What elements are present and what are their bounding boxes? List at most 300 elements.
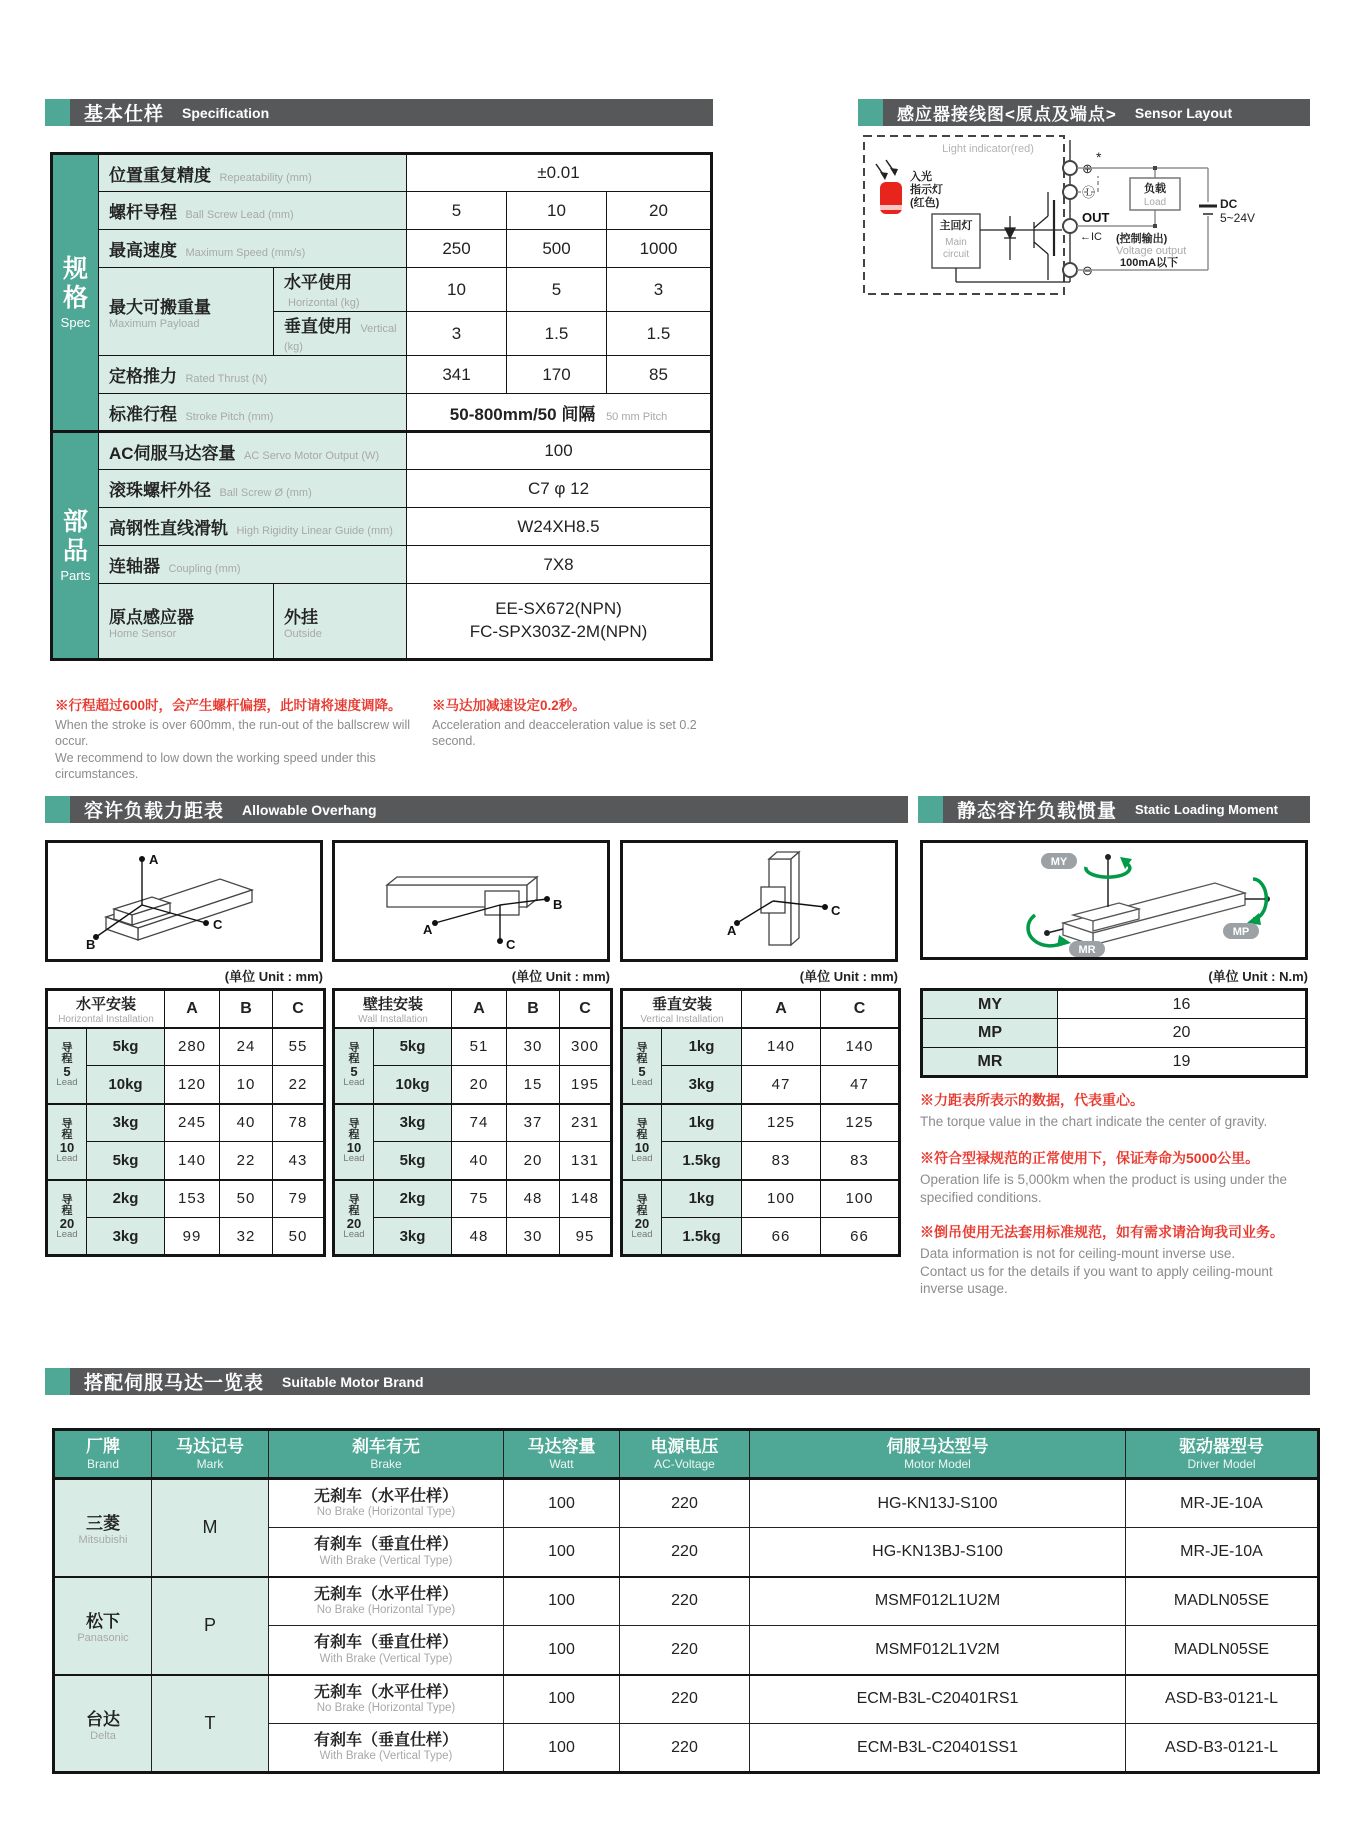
note-gray-en: specified conditions. <box>920 1189 1042 1205</box>
lead-char: 导 <box>636 1118 648 1131</box>
moment-note-1 <box>920 1090 1325 1131</box>
section-title-bar <box>943 796 1310 823</box>
section-accent-square <box>858 99 883 126</box>
spec-label <box>99 356 407 394</box>
spec-value: 1.5 <box>507 312 607 356</box>
column-header-zh: 驱动器型号 <box>1179 1437 1264 1457</box>
lead-group-cell <box>47 1028 87 1104</box>
lead-group-cell <box>47 1104 87 1180</box>
overhang-value: 66 <box>821 1218 900 1256</box>
moment-note-2 <box>920 1148 1325 1206</box>
spec-section-header <box>45 99 713 126</box>
table-row <box>334 1028 612 1066</box>
spec-sublabel <box>274 584 407 660</box>
label-en: Stroke Pitch (mm) <box>185 410 274 423</box>
lead-label-en: Lead <box>631 1153 653 1165</box>
overhang-header-row <box>622 990 900 1028</box>
lead-char: 导 <box>61 1118 73 1131</box>
side-label-zh: 部品 <box>62 508 88 565</box>
overhang-value: 47 <box>821 1066 900 1104</box>
motor-model-value: HG-KN13BJ-S100 <box>750 1528 1126 1577</box>
brake-type-zh: 有刹车（垂直仕样） <box>313 1536 458 1554</box>
main-circuit-box <box>932 214 980 268</box>
overhang-table <box>45 988 326 1257</box>
lead-number: 10 <box>346 1140 362 1156</box>
brake-type-zh: 无刹车（水平仕样） <box>313 1585 458 1603</box>
spec-note-left <box>55 694 427 782</box>
lead-char: 导 <box>348 1042 360 1055</box>
lead-group-cell <box>334 1180 374 1256</box>
section-accent-square <box>918 796 943 823</box>
load-cell: 3kg <box>662 1066 742 1104</box>
spec-value <box>407 584 712 660</box>
lead-char: 导 <box>61 1194 73 1206</box>
overhang-value: 50 <box>220 1180 273 1218</box>
voltage-value: 220 <box>620 1675 750 1724</box>
section-title-zh: 容许负载力距表 <box>84 801 225 822</box>
table-row <box>52 584 712 660</box>
section-accent-square <box>45 99 70 126</box>
lead-number: 10 <box>634 1140 650 1156</box>
point-label: B <box>86 937 96 952</box>
spec-sublabel <box>274 312 407 356</box>
overhang-value: 125 <box>821 1104 900 1142</box>
lead-number: 5 <box>63 1064 71 1080</box>
table-row <box>622 1028 900 1066</box>
overhang-value: 40 <box>452 1142 507 1180</box>
table-row <box>47 1104 325 1142</box>
junction-dot <box>1153 166 1157 170</box>
overhang-section-header <box>45 796 908 823</box>
motor-column-header <box>620 1430 750 1479</box>
watt-value: 100 <box>504 1724 620 1773</box>
unit-label: (单位 Unit : mm) <box>511 969 610 984</box>
mp-badge <box>1223 923 1259 939</box>
home-sensor-model-1: EE-SX672(NPN) <box>495 599 622 619</box>
label-zh: 位置重复精度 <box>109 165 211 185</box>
control-output-zh: (控制输出) <box>1116 233 1168 245</box>
motor-row <box>54 1675 1319 1724</box>
mark-cell: T <box>152 1675 269 1773</box>
spec-label <box>99 508 407 546</box>
section-title-bar <box>70 796 908 823</box>
installation-name-zh: 水平安装 <box>76 995 137 1013</box>
brake-type-en: No Brake (Horizontal Type) <box>316 1702 456 1715</box>
overhang-value: 148 <box>560 1180 612 1218</box>
moment-diagram <box>920 840 1308 960</box>
table-row <box>47 1180 325 1218</box>
overhang-value: 153 <box>165 1180 220 1218</box>
motor-column-header <box>1126 1430 1319 1479</box>
column-header-en: Brand <box>86 1456 120 1471</box>
horizontal-mount-diagram <box>45 840 323 962</box>
overhang-value: 20 <box>507 1142 560 1180</box>
table-row <box>52 154 712 192</box>
lead-char: 程 <box>636 1129 648 1142</box>
note-gray-en: We recommend to low down the working speed under this circumstances. <box>55 750 376 781</box>
driver-model-value: ASD-B3-0121-L <box>1126 1724 1319 1773</box>
installation-name-en: Horizontal Installation <box>58 1013 154 1025</box>
label-en: Home Sensor <box>109 627 177 640</box>
table-row <box>52 230 712 268</box>
brake-type-en: No Brake (Horizontal Type) <box>316 1506 456 1519</box>
point-label: A <box>727 923 737 938</box>
terminal-star-label: * <box>1096 149 1102 165</box>
mark-cell: P <box>152 1577 269 1675</box>
unit-label: (单位 Unit : mm) <box>799 969 898 984</box>
overhang-value: 120 <box>165 1066 220 1104</box>
load-box <box>1130 178 1180 210</box>
table-row <box>47 1142 325 1180</box>
label-zh: 垂直使用 <box>284 317 352 336</box>
voltage-value: 220 <box>620 1626 750 1675</box>
spec-value: 341 <box>407 356 507 394</box>
axis-column-header: B <box>507 990 560 1028</box>
point-label: A <box>149 852 159 867</box>
light-label-zh-1: 入光 <box>910 171 932 183</box>
axis-column-header: C <box>560 990 612 1028</box>
overhang-value: 280 <box>165 1028 220 1066</box>
table-row <box>622 1180 900 1218</box>
overhang-value: 100 <box>821 1180 900 1218</box>
note-red-zh: ※倒吊使用无法套用标准规范，如有需求请洽询我司业务。 <box>920 1224 1284 1240</box>
lead-char: 程 <box>636 1053 648 1066</box>
table-row <box>922 1048 1307 1077</box>
overhang-value: 51 <box>452 1028 507 1066</box>
table-row <box>52 432 712 470</box>
overhang-value: 30 <box>507 1028 560 1066</box>
spec-label <box>99 546 407 584</box>
lead-label-en: Lead <box>56 1153 78 1165</box>
overhang-value: 95 <box>560 1218 612 1256</box>
note-gray-en: The torque value in the chart indicate the center of gravity. <box>920 1114 1268 1129</box>
overhang-value: 125 <box>742 1104 821 1142</box>
vertical-overhang-table-host <box>620 988 898 1257</box>
table-row <box>922 1019 1307 1048</box>
wall-mount-diagram <box>332 840 610 962</box>
brake-cell <box>269 1675 504 1724</box>
installation-name-zh: 壁挂安装 <box>363 995 424 1013</box>
load-cell: 2kg <box>87 1180 165 1218</box>
overhang-value: 40 <box>220 1104 273 1142</box>
moment-table <box>920 988 1308 1078</box>
table-row <box>52 470 712 508</box>
axis-column-header: A <box>742 990 821 1028</box>
label-zh: 连轴器 <box>109 557 160 576</box>
section-accent-square <box>45 796 70 823</box>
lead-label-en: Lead <box>56 1077 78 1089</box>
load-cell: 10kg <box>374 1066 452 1104</box>
column-header-en: Motor Model <box>904 1456 971 1471</box>
load-cell: 5kg <box>87 1028 165 1066</box>
load-cell: 3kg <box>374 1104 452 1142</box>
brake-cell <box>269 1479 504 1528</box>
voltage-output-en: Voltage output <box>1116 245 1187 257</box>
brake-type-zh: 有刹车（垂直仕样） <box>313 1731 458 1749</box>
spec-value: 100 <box>407 432 712 470</box>
table-row <box>622 1066 900 1104</box>
motor-model-value: MSMF012L1V2M <box>750 1626 1126 1675</box>
table-row <box>334 1142 612 1180</box>
note-red-zh: ※符合型禄规范的正常使用下，保证寿命为5000公里。 <box>920 1150 1260 1166</box>
light-label-zh-3: (红色) <box>910 197 940 209</box>
column-header-zh: 伺服马达型号 <box>886 1437 989 1457</box>
brake-type-zh: 有刹车（垂直仕样） <box>313 1634 458 1652</box>
overhang-value: 37 <box>507 1104 560 1142</box>
spec-value: 10 <box>407 268 507 312</box>
overhang-value: 22 <box>220 1142 273 1180</box>
watt-value: 100 <box>504 1577 620 1626</box>
load-cell: 5kg <box>374 1142 452 1180</box>
lead-label-en: Lead <box>56 1229 78 1240</box>
section-title-zh: 搭配伺服马达一览表 <box>84 1373 265 1394</box>
column-header-en: Mark <box>196 1456 224 1471</box>
motor-column-header <box>152 1430 269 1479</box>
moment-value: 20 <box>1058 1019 1307 1048</box>
spec-label <box>99 154 407 192</box>
overhang-value: 48 <box>452 1218 507 1256</box>
section-title-bar <box>883 99 1310 126</box>
terminal-l-label: Ⓛ <box>1082 185 1096 200</box>
section-title-zh: 基本仕样 <box>84 104 165 125</box>
section-title-en: Allowable Overhang <box>242 801 377 818</box>
note-gray-en: Operation life is 5,000km when the product is using under the <box>920 1172 1287 1187</box>
terminal-minus-label: ⊖ <box>1082 263 1093 278</box>
installation-type-header <box>47 990 165 1028</box>
motor-model-value: MSMF012L1U2M <box>750 1577 1126 1626</box>
terminal-out-label: OUT <box>1082 210 1110 225</box>
overhang-value: 15 <box>507 1066 560 1104</box>
motor-header-row <box>54 1430 1319 1479</box>
spec-value: 20 <box>607 192 712 230</box>
lead-char: 导 <box>61 1042 73 1055</box>
label-zh: 滚珠螺杆外径 <box>109 481 211 500</box>
table-row <box>47 1066 325 1104</box>
lead-label-en: Lead <box>343 1153 365 1165</box>
overhang-table <box>332 988 613 1257</box>
axis-column-header: A <box>452 990 507 1028</box>
svg-text:MP: MP <box>1232 926 1250 938</box>
note-red-zh: ※力距表所表示的数据，代表重心。 <box>920 1092 1144 1108</box>
note-gray-en: When the stroke is over 600mm, the run-out of the ballscrew will occur. <box>55 718 411 749</box>
motor-row <box>54 1479 1319 1528</box>
load-cell: 1kg <box>662 1104 742 1142</box>
brake-type-en: With Brake (Vertical Type) <box>319 1750 453 1763</box>
side-label-en: Spec <box>60 314 91 330</box>
moment-axis-label: MP <box>922 1019 1058 1048</box>
label-en: Vertical (kg) <box>284 323 397 353</box>
label-zh: 最高速度 <box>109 241 177 260</box>
load-cell: 3kg <box>374 1218 452 1256</box>
brake-type-en: No Brake (Horizontal Type) <box>316 1604 456 1617</box>
terminal-ic-label: ←IC <box>1080 231 1102 243</box>
lead-group-cell <box>47 1180 87 1256</box>
lead-group-cell <box>622 1180 662 1256</box>
motor-column-header <box>54 1430 152 1479</box>
load-cell: 1kg <box>662 1028 742 1066</box>
section-title-zh: 感应器接线图<原点及端点> <box>897 105 1117 124</box>
overhang-value: 22 <box>273 1066 325 1104</box>
table-row <box>622 1104 900 1142</box>
label-zh: 标准行程 <box>109 404 177 424</box>
table-row <box>334 1218 612 1256</box>
spec-value <box>407 394 712 432</box>
spec-label <box>99 230 407 268</box>
brake-type-zh: 无刹车（水平仕样） <box>313 1487 458 1505</box>
section-title-zh: 静态容许负载惯量 <box>957 801 1118 822</box>
table-row <box>47 1218 325 1256</box>
lead-label-en: Lead <box>343 1077 365 1089</box>
vertical-mount-drawing <box>623 843 895 959</box>
overhang-value: 30 <box>507 1218 560 1256</box>
load-cell: 2kg <box>374 1180 452 1218</box>
column-header-en: AC-Voltage <box>654 1456 715 1471</box>
lead-char: 程 <box>61 1205 73 1217</box>
watt-value: 100 <box>504 1675 620 1724</box>
overhang-value: 140 <box>742 1028 821 1066</box>
point-label: C <box>831 903 841 918</box>
driver-model-value: MR-JE-10A <box>1126 1479 1319 1528</box>
overhang-value: 75 <box>452 1180 507 1218</box>
spec-label <box>99 584 274 660</box>
brand-name-zh: 松下 <box>86 1612 120 1631</box>
load-cell: 3kg <box>87 1218 165 1256</box>
label-zh: 高钢性直线滑轨 <box>109 519 228 538</box>
spec-value: 1.5 <box>607 312 712 356</box>
point-label: A <box>423 922 433 937</box>
label-en: Rated Thrust (N) <box>185 373 268 385</box>
terminal-plus-label: ⊕ <box>1082 161 1093 176</box>
table-row <box>47 1028 325 1066</box>
brand-cell <box>54 1675 152 1773</box>
lead-number: 20 <box>634 1216 650 1231</box>
column-header-zh: 电源电压 <box>650 1437 719 1457</box>
stroke-value-en: 50 mm Pitch <box>606 410 668 423</box>
brake-cell <box>269 1528 504 1577</box>
overhang-value: 48 <box>507 1180 560 1218</box>
spec-value: C7 φ 12 <box>407 470 712 508</box>
driver-model-value: MADLN05SE <box>1126 1577 1319 1626</box>
brand-cell <box>54 1577 152 1675</box>
spec-side-group <box>52 432 99 660</box>
installation-name-en: Vertical Installation <box>640 1013 724 1025</box>
label-en: Ball Screw Ø (mm) <box>219 487 312 499</box>
motor-column-header <box>504 1430 620 1479</box>
brand-name-zh: 台达 <box>86 1709 120 1729</box>
driver-model-value: MR-JE-10A <box>1126 1528 1319 1577</box>
table-row <box>52 546 712 584</box>
overhang-value: 99 <box>165 1218 220 1256</box>
label-zh: AC伺服马达容量 <box>109 443 236 463</box>
current-limit-label: 100mA以下 <box>1120 257 1179 269</box>
label-en: Repeatability (mm) <box>219 171 312 184</box>
section-title-en: Sensor Layout <box>1134 104 1233 121</box>
overhang-header-row <box>334 990 612 1028</box>
section-accent-square <box>45 1368 70 1395</box>
brand-name-en: Panasonic <box>77 1632 129 1644</box>
side-label-en: Parts <box>60 567 91 583</box>
overhang-value: 83 <box>742 1142 821 1180</box>
driver-model-value: MADLN05SE <box>1126 1626 1319 1675</box>
label-en: Outside <box>284 627 322 640</box>
moment-axis-label: MY <box>922 990 1058 1019</box>
watt-value: 100 <box>504 1479 620 1528</box>
led-icon <box>876 160 902 214</box>
motor-model-value: HG-KN13J-S100 <box>750 1479 1126 1528</box>
spec-value: 5 <box>507 268 607 312</box>
spec-label <box>99 432 407 470</box>
brand-name-en: Mitsubishi <box>78 1534 128 1547</box>
spec-label <box>99 192 407 230</box>
unit-label: (单位 Unit : N.m) <box>1208 969 1308 984</box>
overhang-value: 10 <box>220 1066 273 1104</box>
brand-name-en: Delta <box>90 1729 116 1742</box>
label-zh: 原点感应器 <box>109 607 194 627</box>
lead-number: 20 <box>346 1216 362 1231</box>
lead-char: 程 <box>348 1205 360 1217</box>
svg-text:MR: MR <box>1078 944 1096 956</box>
overhang-value: 79 <box>273 1180 325 1218</box>
spec-value: 500 <box>507 230 607 268</box>
load-cell: 3kg <box>87 1104 165 1142</box>
overhang-value: 55 <box>273 1028 325 1066</box>
dc-voltage-label: 5~24V <box>1220 211 1256 225</box>
label-en: High Rigidity Linear Guide (mm) <box>236 525 393 537</box>
wall-overhang-table-host <box>332 988 610 1257</box>
spec-note-right <box>432 694 732 750</box>
label-en: Maximum Payload <box>109 318 200 330</box>
label-en: Ball Screw Lead (mm) <box>185 209 294 221</box>
motor-table-host <box>52 1428 1320 1774</box>
moment-axis-label: MR <box>922 1048 1058 1077</box>
svg-text:主回灯: 主回灯 <box>939 220 973 232</box>
note-gray-en: Data information is not for ceiling-mount inverse use. <box>920 1246 1236 1261</box>
lead-group-cell <box>334 1028 374 1104</box>
light-label-zh-2: 指示灯 <box>910 184 943 196</box>
installation-type-header <box>622 990 742 1028</box>
spec-value: 170 <box>507 356 607 394</box>
column-header-zh: 刹车有无 <box>352 1437 420 1457</box>
overhang-table <box>620 988 901 1257</box>
section-title-en: Specification <box>182 104 270 121</box>
overhang-value: 20 <box>452 1066 507 1104</box>
label-zh: 水平使用 <box>284 273 352 292</box>
note-red-zh: ※马达加减速设定0.2秒。 <box>432 698 586 713</box>
motor-column-header <box>269 1430 504 1479</box>
sensor-section-header <box>858 99 1310 126</box>
label-zh: 外挂 <box>284 607 318 627</box>
battery-icon <box>1199 206 1217 214</box>
overhang-value: 100 <box>742 1180 821 1218</box>
overhang-value: 140 <box>165 1142 220 1180</box>
horizontal-overhang-table-host <box>45 988 323 1257</box>
sensor-wiring-diagram <box>858 130 1318 305</box>
lead-char: 程 <box>61 1129 73 1142</box>
section-title-en: Suitable Motor Brand <box>282 1373 424 1390</box>
overhang-value: 140 <box>821 1028 900 1066</box>
installation-type-header <box>334 990 452 1028</box>
stroke-value: 50-800mm/50 间隔 <box>449 404 596 424</box>
column-header-zh: 马达容量 <box>527 1437 596 1457</box>
lead-char: 导 <box>348 1118 360 1131</box>
lead-char: 程 <box>636 1205 648 1217</box>
label-en: Horizontal (kg) <box>288 297 360 309</box>
lead-group-cell <box>622 1028 662 1104</box>
installation-name-en: Wall Installation <box>358 1013 428 1025</box>
overhang-value: 83 <box>821 1142 900 1180</box>
spec-value: 1000 <box>607 230 712 268</box>
spec-value: ±0.01 <box>407 154 712 192</box>
